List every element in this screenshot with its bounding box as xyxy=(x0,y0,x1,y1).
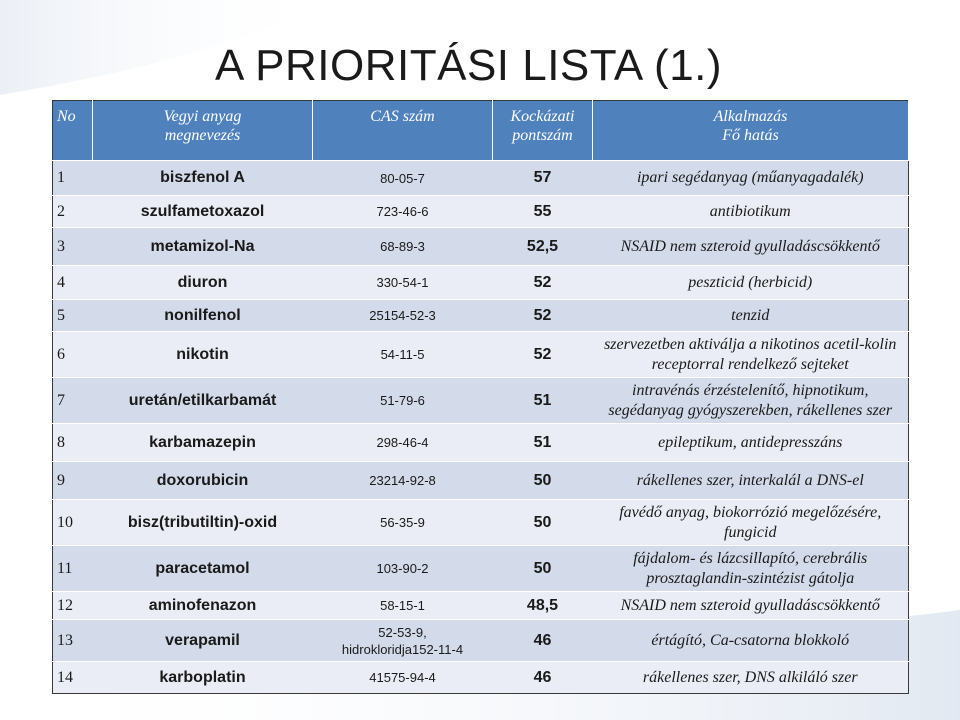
row-use: antibiotikum xyxy=(593,196,909,228)
row-use-line2: receptorral rendelkező sejteket xyxy=(651,355,849,373)
row-name: karboplatin xyxy=(93,662,313,694)
header-score xyxy=(493,101,593,161)
table-row xyxy=(53,228,909,266)
row-name: bisz(tributiltin)-oxid xyxy=(93,500,313,546)
row-name: paracetamol xyxy=(93,546,313,592)
row-score: 57 xyxy=(493,161,593,196)
row-no: 5 xyxy=(53,300,93,332)
row-score: 50 xyxy=(493,500,593,546)
table-row xyxy=(53,546,909,592)
row-no: 8 xyxy=(53,424,93,462)
header-name-line2: megnevezés xyxy=(164,127,241,144)
row-use-line1: szervezetben aktiválja a nikotinos acetil-kolin xyxy=(604,335,897,353)
header-name xyxy=(93,101,313,161)
row-name: verapamil xyxy=(93,620,313,662)
row-cas: 54-11-5 xyxy=(313,332,493,378)
table-row xyxy=(53,266,909,300)
table-row xyxy=(53,161,909,196)
row-no: 6 xyxy=(53,332,93,378)
row-no: 13 xyxy=(53,620,93,662)
row-score: 52 xyxy=(493,300,593,332)
row-use xyxy=(593,332,909,378)
row-score: 50 xyxy=(493,546,593,592)
row-name: biszfenol A xyxy=(93,161,313,196)
row-cas: 103-90-2 xyxy=(313,546,493,592)
row-cas: 723-46-6 xyxy=(313,196,493,228)
row-use-line2: prosztaglandin-szintézist gátolja xyxy=(646,569,855,587)
row-cas: 25154-52-3 xyxy=(313,300,493,332)
header-use-line1: Alkalmazás xyxy=(713,108,788,125)
row-cas xyxy=(313,620,493,662)
row-score: 55 xyxy=(493,196,593,228)
header-cas: CAS szám xyxy=(313,101,493,161)
page-title: A PRIORITÁSI LISTA (1.) xyxy=(215,41,723,90)
row-score: 46 xyxy=(493,662,593,694)
table-header-row xyxy=(53,101,909,161)
row-use xyxy=(593,546,909,592)
row-cas: 298-46-4 xyxy=(313,424,493,462)
row-use: NSAID nem szteroid gyulladáscsökkentő xyxy=(593,592,909,620)
header-name-line1: Vegyi anyag xyxy=(163,108,242,125)
priority-table xyxy=(52,100,909,694)
row-cas: 56-35-9 xyxy=(313,500,493,546)
row-no: 11 xyxy=(53,546,93,592)
row-no: 9 xyxy=(53,462,93,500)
table-row xyxy=(53,620,909,662)
table-row xyxy=(53,462,909,500)
row-score: 48,5 xyxy=(493,592,593,620)
row-name: nikotin xyxy=(93,332,313,378)
row-name: uretán/etilkarbamát xyxy=(93,378,313,424)
row-use-line1: favédő anyag, biokorrózió megelőzésére, xyxy=(619,503,882,521)
row-use xyxy=(593,378,909,424)
row-cas: 68-89-3 xyxy=(313,228,493,266)
row-name: doxorubicin xyxy=(93,462,313,500)
row-use-line2: fungicid xyxy=(724,523,777,541)
table-row xyxy=(53,332,909,378)
row-use: rákellenes szer, DNS alkiláló szer xyxy=(593,662,909,694)
row-score: 50 xyxy=(493,462,593,500)
header-score-line1: Kockázati xyxy=(510,108,575,125)
row-no: 14 xyxy=(53,662,93,694)
row-no: 12 xyxy=(53,592,93,620)
row-score: 46 xyxy=(493,620,593,662)
row-use: rákellenes szer, interkalál a DNS-el xyxy=(593,462,909,500)
table-row xyxy=(53,424,909,462)
header-use xyxy=(593,101,909,161)
header-no: No xyxy=(53,101,93,161)
row-no: 1 xyxy=(53,161,93,196)
row-score: 52,5 xyxy=(493,228,593,266)
row-cas: 80-05-7 xyxy=(313,161,493,196)
row-name: karbamazepin xyxy=(93,424,313,462)
row-use-line2: segédanyag gyógyszerekben, rákellenes szer xyxy=(608,401,893,419)
row-score: 51 xyxy=(493,424,593,462)
row-no: 3 xyxy=(53,228,93,266)
row-name: diuron xyxy=(93,266,313,300)
row-use xyxy=(593,500,909,546)
header-use-line2: Fő hatás xyxy=(722,127,779,144)
row-score: 52 xyxy=(493,266,593,300)
table-row xyxy=(53,500,909,546)
row-use: epileptikum, antidepresszáns xyxy=(593,424,909,462)
row-cas: 51-79-6 xyxy=(313,378,493,424)
header-score-line2: pontszám xyxy=(512,127,573,144)
row-use: NSAID nem szteroid gyulladáscsökkentő xyxy=(593,228,909,266)
table-row xyxy=(53,196,909,228)
row-cas-line2: hidrokloridja152-11-4 xyxy=(341,641,464,657)
row-cas: 330-54-1 xyxy=(313,266,493,300)
row-name: nonilfenol xyxy=(93,300,313,332)
row-cas: 58-15-1 xyxy=(313,592,493,620)
row-score: 52 xyxy=(493,332,593,378)
row-use: értágító, Ca-csatorna blokkoló xyxy=(593,620,909,662)
row-cas: 23214-92-8 xyxy=(313,462,493,500)
row-no: 10 xyxy=(53,500,93,546)
row-use: ipari segédanyag (műanyagadalék) xyxy=(593,161,909,196)
row-cas-line1: 52-53-9, xyxy=(378,624,427,640)
row-no: 7 xyxy=(53,378,93,424)
table-row xyxy=(53,300,909,332)
table-row xyxy=(53,378,909,424)
row-use-line1: intravénás érzéstelenítő, hipnotikum, xyxy=(632,381,869,399)
row-name: szulfametoxazol xyxy=(93,196,313,228)
row-cas: 41575-94-4 xyxy=(313,662,493,694)
row-name: aminofenazon xyxy=(93,592,313,620)
row-score: 51 xyxy=(493,378,593,424)
row-use: tenzid xyxy=(593,300,909,332)
row-use: peszticid (herbicid) xyxy=(593,266,909,300)
row-name: metamizol-Na xyxy=(93,228,313,266)
row-use-line1: fájdalom- és lázcsillapító, cerebrális xyxy=(633,549,868,567)
row-no: 4 xyxy=(53,266,93,300)
table-row xyxy=(53,662,909,694)
row-no: 2 xyxy=(53,196,93,228)
table-row xyxy=(53,592,909,620)
